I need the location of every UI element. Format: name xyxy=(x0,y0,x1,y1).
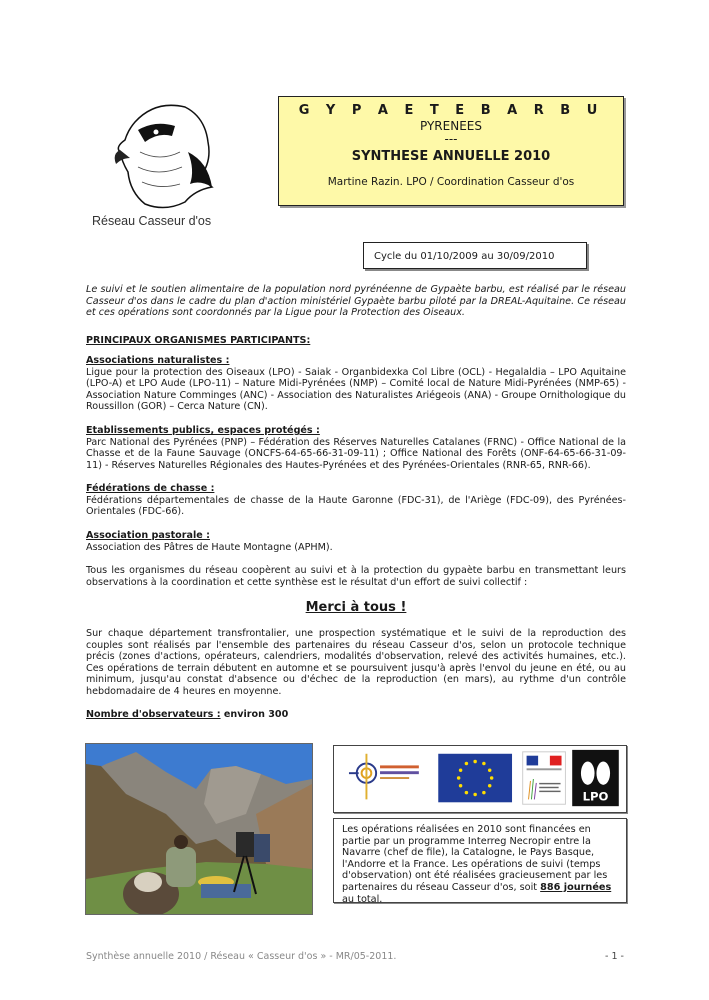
funding-days-highlight: 886 journées xyxy=(540,881,612,893)
eu-flag-logo xyxy=(438,754,512,803)
section-body: Ligue pour la protection des Oiseaux (LPO) - Saiak - Organbidexka Col Libre (OCL) - Hegalaldia – LPO Aquitaine (LPO-A) et LPO Aude (LPO-11) – Nature Midi-Pyrénées (NMP) – Comité local de Nature Midi-Pyrénées (NMP-65) - Association Nature Comminges (ANC) - Association des Naturalistes Ariégeois (ANA) - Groupe Ornithologique du Roussillon (GOR) – Cerca Nature (CN). xyxy=(86,366,626,413)
section-heading: Fédérations de chasse : xyxy=(86,483,215,494)
funding-text: Les opérations réalisées en 2010 sont financées en partie par un programme Interreg Necropir entre la Navarre (chef de file), la Catalogne, le Pays Basque, l'Andorre et la France. Les opérations de suivi (temps d'observation) ont été réalisées gracieusement par les partenaires du réseau Casseur d'os, soit xyxy=(342,824,608,893)
section-etablissements xyxy=(86,425,626,471)
section-federations xyxy=(86,483,626,518)
title-separator: --- xyxy=(444,132,458,146)
section-heading: Association pastorale : xyxy=(86,530,210,541)
partner-logos-strip xyxy=(334,746,626,812)
intro-paragraph: Le suivi et le soutien alimentaire de la population nord pyrénéenne de Gypaète barbu, est réalisé par le réseau Casseur d'os dans le cadre du plan d'action ministériel Gypaète barbu piloté par la DREAL-Aquitaine. Ce réseau et ces opérations sont coordonnés par la Ligue pour la Protection des Oiseaux. xyxy=(86,284,626,319)
section-body: Parc National des Pyrénées (PNP) – Fédération des Réserves Naturelles Catalanes (FRNC) - Office National de la Chasse et de la Faune Sauvage (ONCFS-64-65-66-31-09-11) ; Office National des Forêts (ONF-64-65-66-31-09-11) - Réserves Naturelles Régionales des Hautes-Pyrénées et des Pyrénées-Orientales (RNR-65, RNR-66). xyxy=(86,436,626,471)
funding-text-end: au total. xyxy=(342,893,383,905)
participants-heading: PRINCIPAUX ORGANISMES PARTICIPANTS: xyxy=(86,335,311,346)
author-line: Martine Razin. LPO / Coordination Casseur d'os xyxy=(327,176,575,188)
funding-box xyxy=(333,818,627,903)
partner-logos-box xyxy=(333,745,627,813)
section-heading: Associations naturalistes : xyxy=(86,355,230,366)
bearded-vulture-icon xyxy=(100,92,220,212)
cycle-period-box: Cycle du 01/10/2009 au 30/09/2010 xyxy=(363,242,587,269)
field-observation-photo xyxy=(85,743,313,915)
observers-line xyxy=(86,709,626,721)
page-footer: Synthèse annuelle 2010 / Réseau « Casseur d'os » - MR/05-2011. xyxy=(86,951,397,962)
interreg-cooperation-logo xyxy=(349,754,419,800)
section-associations xyxy=(86,355,626,413)
title-region: PYRENEES xyxy=(420,119,482,133)
page-number: - 1 - xyxy=(605,951,624,962)
cooperation-paragraph: Tous les organismes du réseau coopèrent au suivi et à la protection du gypaète barbu en transmettant leurs observations à la coordination et cette synthèse est le résultat d'un effort de suivi collectif : xyxy=(86,565,626,588)
title-species: G Y P A E T E B A R B U xyxy=(298,103,604,118)
lpo-logo-text: LPO xyxy=(582,789,609,804)
logo-caption: Réseau Casseur d'os xyxy=(92,214,212,228)
mountain-photo-icon xyxy=(86,744,312,914)
observers-value: environ 300 xyxy=(223,709,289,720)
reseau-casseur-dos-logo xyxy=(92,92,242,237)
thanks-heading: Merci à tous ! xyxy=(305,600,407,615)
title-box xyxy=(278,96,624,206)
section-pastorale xyxy=(86,530,626,553)
republique-francaise-ministere-logo xyxy=(523,752,566,804)
section-body: Association des Pâtres de Haute Montagne (APHM). xyxy=(86,541,333,553)
section-body: Fédérations départementales de chasse de la Haute Garonne (FDC-31), de l'Ariège (FDC-09), des Pyrénées-Orientales (FDC-66). xyxy=(86,494,626,518)
protocol-paragraph: Sur chaque département transfrontalier, une prospection systématique et le suivi de la reproduction des couples sont réalisés par l'ensemble des partenaires du réseau Casseur d'os, selon un protocole technique précis (zones d'actions, opérateurs, calendriers, modalités d'observation, relevé des activités humaines, etc.). Ces opérations de terrain débutent en automne et se poursuivent jusqu'à après l'envol du jeune en été, ou au minimum, jusqu'au constat d'absence ou d'échec de la reproduction (en mars), au rythme d'un contrôle hebdomadaire de 4 heures en moyenne. xyxy=(86,628,626,697)
observers-label: Nombre d'observateurs : xyxy=(86,709,221,720)
lpo-logo xyxy=(572,750,619,806)
section-heading: Etablissements publics, espaces protégés : xyxy=(86,425,320,436)
document-title: SYNTHESE ANNUELLE 2010 xyxy=(351,149,551,164)
